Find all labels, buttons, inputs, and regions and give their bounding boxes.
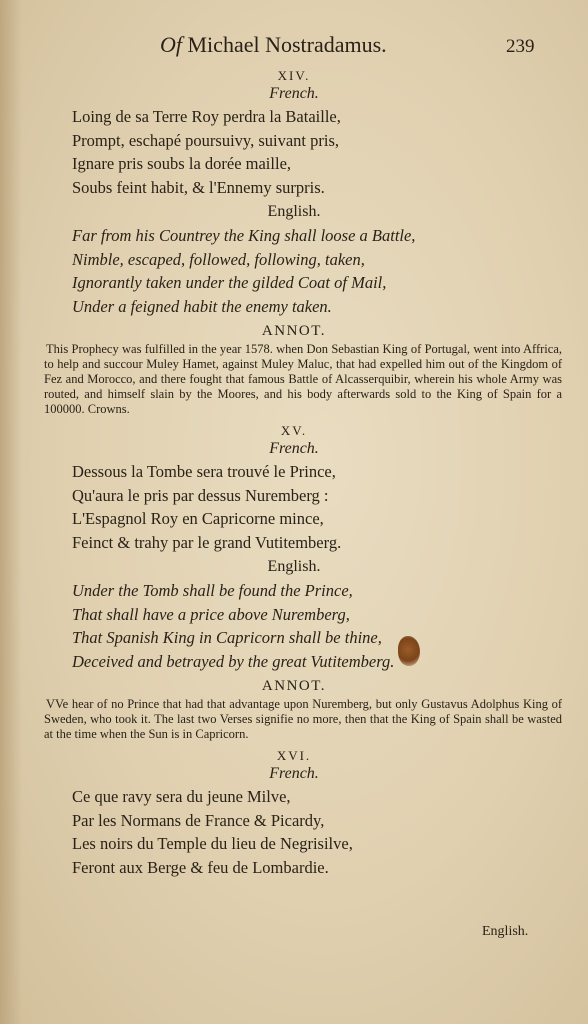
verse-line: Nimble, escaped, followed, following, taken, bbox=[72, 249, 365, 269]
verse-line: Feront aux Berge & feu de Lombardie. bbox=[72, 857, 329, 877]
french-stanza bbox=[0, 460, 588, 554]
french-stanza bbox=[0, 105, 588, 199]
english-heading: English. bbox=[267, 558, 321, 575]
quatrain-numeral: XIV. bbox=[277, 68, 311, 83]
ink-stain bbox=[398, 636, 420, 666]
english-heading: English. bbox=[267, 203, 321, 220]
quatrain-section-xiv bbox=[0, 68, 588, 417]
verse-line: Ignare pris soubs la dorée maille, bbox=[72, 154, 292, 173]
french-heading: French. bbox=[269, 765, 319, 782]
english-stanza bbox=[0, 579, 588, 673]
verse-line: Under the Tomb shall be found the Prince, bbox=[72, 581, 353, 600]
running-title-text: Michael Nostradamus. bbox=[187, 32, 387, 57]
running-title-prefix: Of bbox=[160, 32, 182, 57]
verse-line: Feinct & trahy par le grand Vutitemberg. bbox=[72, 532, 342, 552]
page-content bbox=[0, 68, 588, 881]
verse-line: Deceived and betrayed by the great Vutitemberg. bbox=[72, 651, 395, 671]
verse-line: Ce que ravy sera du jeune Milve, bbox=[72, 787, 291, 806]
verse-line: Prompt, eschapé poursuivy, suivant pris, bbox=[72, 130, 340, 150]
running-head bbox=[0, 32, 588, 66]
verse-line: Ignorantly taken under the gilded Coat of Mail, bbox=[72, 273, 387, 292]
verse-line: L'Espagnol Roy en Capricorne mince, bbox=[72, 509, 324, 528]
verse-line: Far from his Countrey the King shall loose a Battle, bbox=[72, 226, 416, 245]
verse-line: That shall have a price above Nuremberg, bbox=[72, 604, 350, 624]
verse-line: Qu'aura le pris par dessus Nuremberg : bbox=[72, 485, 329, 505]
annotation-text: This Prophecy was fulfilled in the year 1578. when Don Sebastian King of Portugal, went into Affrica, to help and succour Muley Hamet, against Muley Maluc, that had expelled him out of the Kingdom of Fez and Morocco, and there fought that famous Battle of Alcasserquibir, wherein his whole Army was routed, and himself slain by the Moores, and his body afterwards sold to the King of Spain for a 100000. Crowns. bbox=[44, 342, 562, 416]
verse-line: Loing de sa Terre Roy perdra la Bataille, bbox=[72, 107, 341, 126]
catchword: English. bbox=[482, 924, 529, 939]
verse-line: Les noirs du Temple du lieu de Negrisilve, bbox=[72, 834, 353, 853]
verse-line: Under a feigned habit the enemy taken. bbox=[72, 296, 332, 316]
english-stanza bbox=[0, 224, 588, 318]
french-heading: French. bbox=[269, 85, 319, 102]
verse-line: Soubs feint habit, & l'Ennemy surpris. bbox=[72, 177, 325, 197]
annotation-text: VVe hear of no Prince that had that advantage upon Nuremberg, but only Gustavus Adolphus King of Sweden, who took it. The last two Verses signifie no more, then that the King of Spain shall be wasted at the time when the Sun is in Capricorn. bbox=[44, 697, 562, 741]
french-stanza bbox=[0, 785, 588, 879]
annot-heading: ANNOT. bbox=[261, 323, 327, 339]
verse-line: That Spanish King in Capricorn shall be thine, bbox=[72, 628, 382, 647]
running-title bbox=[160, 32, 387, 58]
page-number: 239 bbox=[506, 36, 535, 57]
quatrain-section-xvi bbox=[0, 748, 588, 879]
quatrain-section-xv bbox=[0, 423, 588, 742]
quatrain-numeral: XVI. bbox=[276, 748, 312, 763]
french-heading: French. bbox=[269, 440, 319, 457]
annot-heading: ANNOT. bbox=[261, 678, 327, 694]
verse-line: Dessous la Tombe sera trouvé le Prince, bbox=[72, 462, 336, 481]
verse-line: Par les Normans de France & Picardy, bbox=[72, 810, 325, 830]
quatrain-numeral: XV. bbox=[280, 423, 308, 438]
